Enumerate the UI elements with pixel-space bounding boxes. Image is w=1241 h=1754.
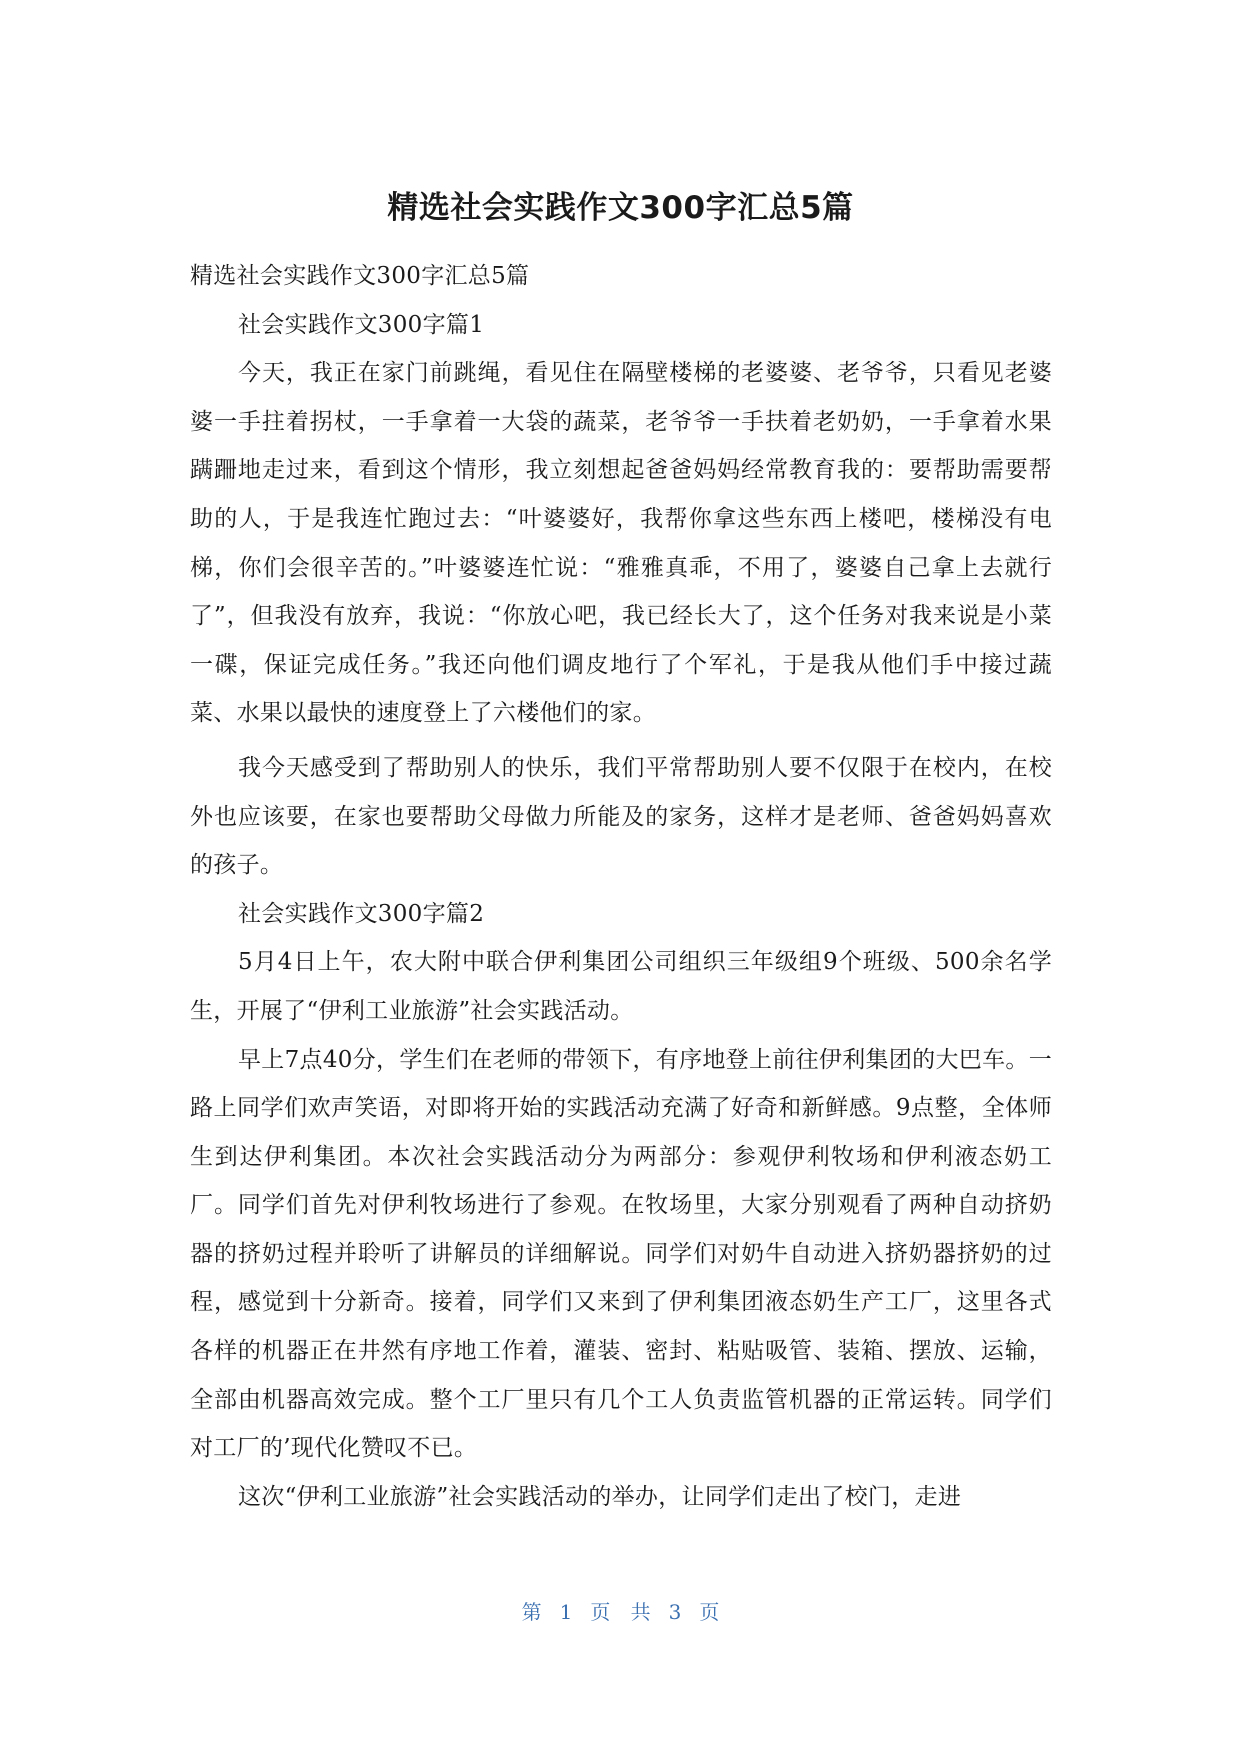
paragraph: 今天，我正在家门前跳绳，看见住在隔壁楼梯的老婆婆、老爷爷，只看见老婆婆一手拄着拐杖，一手拿着一大袋的蔬菜，老爷爷一手扶着老奶奶，一手拿着水果蹒跚地走过来，看到这个情形，我立刻想起爸爸妈妈经常教育我的：要帮助需要帮助的人，于是我连忙跑过去：“叶婆婆好，我帮你拿这些东西上楼吧，楼梯没有电梯，你们会很辛苦的。”叶婆婆连忙说：“雅雅真乖，不用了，婆婆自己拿上去就行了”，但我没有放弃，我说：“你放心吧，我已经长大了，这个任务对我来说是小菜一碟，保证完成任务。”我还向他们调皮地行了个军礼，于是我从他们手中接过蔬菜、水果以最快的速度登上了六楼他们的家。 xyxy=(190,360,1052,727)
paragraph: 5月4日上午，农大附中联合伊利集团公司组织三年级组9个班级、500余名学生，开展了“伊利工业旅游”社会实践活动。 xyxy=(190,949,1052,1024)
paragraph: 这次“伊利工业旅游”社会实践活动的举办，让同学们走出了校门，走进 xyxy=(238,1483,962,1510)
section-heading: 社会实践作文300字篇1 xyxy=(238,311,485,338)
document-subtitle: 精选社会实践作文300字汇总5篇 xyxy=(190,263,530,289)
section-heading: 社会实践作文300字篇2 xyxy=(238,900,485,927)
footer-label-page: 第 xyxy=(521,1600,542,1624)
paragraph: 早上7点40分，学生们在老师的带领下，有序地登上前往伊利集团的大巴车。一路上同学们欢声笑语，对即将开始的实践活动充满了好奇和新鲜感。9点整，全体师生到达伊利集团。本次社会实践活动分为两部分：参观伊利牧场和伊利液态奶工厂。同学们首先对伊利牧场进行了参观。在牧场里，大家分别观看了两种自动挤奶器的挤奶过程并聆听了讲解员的详细解说。同学们对奶牛自动进入挤奶器挤奶的过程，感觉到十分新奇。接着，同学们又来到了伊利集团液态奶生产工厂，这里各式各样的机器正在井然有序地工作着，灌装、密封、粘贴吸管、装箱、摆放、运输，全部由机器高效完成。整个工厂里只有几个工人负责监管机器的正常运转。同学们对工厂的’现代化赞叹不已。 xyxy=(190,1046,1052,1462)
footer-total-pages: 3 xyxy=(668,1600,682,1624)
footer-label-of: 页 共 xyxy=(590,1600,651,1624)
document-body xyxy=(190,252,1052,1521)
paragraph: 我今天感受到了帮助别人的快乐，我们平常帮助别人要不仅限于在校内，在校外也应该要，在家也要帮助父母做力所能及的家务，这样才是老师、爸爸妈妈喜欢的孩子。 xyxy=(190,754,1052,879)
footer-label-pages: 页 xyxy=(699,1600,720,1624)
page-footer xyxy=(0,1598,1241,1626)
footer-current-page: 1 xyxy=(559,1600,573,1624)
document-title: 精选社会实践作文300字汇总5篇 xyxy=(387,190,854,226)
